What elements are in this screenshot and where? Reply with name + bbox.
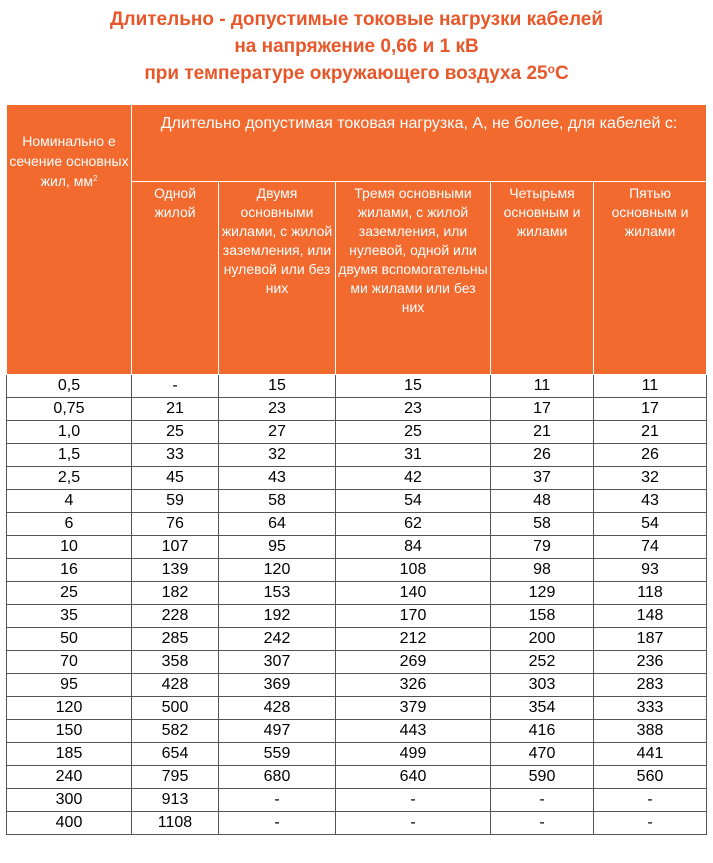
table-cell: 153 [219, 582, 336, 605]
table-cell: 23 [219, 398, 336, 421]
table-cell: 240 [7, 766, 132, 789]
table-row [7, 743, 707, 766]
table-row [7, 812, 707, 835]
header-group-label: Длительно допустимая токовая нагрузка, А, не более, для кабелей с: [132, 105, 707, 182]
table-row [7, 766, 707, 789]
table-cell: 379 [336, 697, 491, 720]
table-cell: 303 [491, 674, 594, 697]
table-cell: 10 [7, 536, 132, 559]
table-cell: 441 [594, 743, 707, 766]
table-cell: 185 [7, 743, 132, 766]
table-cell: 15 [219, 375, 336, 398]
table-cell: 252 [491, 651, 594, 674]
table-cell: 369 [219, 674, 336, 697]
header-nominal-section: Номинально е сечение основных жил, $мм^2$ [7, 105, 132, 375]
table-cell: 236 [594, 651, 707, 674]
table-cell: 64 [219, 513, 336, 536]
table-cell: 17 [594, 398, 707, 421]
table-cell: 74 [594, 536, 707, 559]
table-cell: 25 [336, 421, 491, 444]
table-row [7, 398, 707, 421]
table-cell: 654 [132, 743, 219, 766]
table-cell: 70 [7, 651, 132, 674]
table-cell: 54 [594, 513, 707, 536]
table-row [7, 467, 707, 490]
table-cell: 499 [336, 743, 491, 766]
table-cell: 25 [7, 582, 132, 605]
header-col-2: Двумя основными жилами, с жилой заземления, или нулевой или без них [219, 182, 336, 375]
table-cell: 307 [219, 651, 336, 674]
table-row [7, 536, 707, 559]
table-cell: 228 [132, 605, 219, 628]
table-cell: 358 [132, 651, 219, 674]
table-cell: 59 [132, 490, 219, 513]
table-cell: 354 [491, 697, 594, 720]
table-cell: 242 [219, 628, 336, 651]
table-cell: 470 [491, 743, 594, 766]
table-cell: 560 [594, 766, 707, 789]
table-cell: 559 [219, 743, 336, 766]
table-cell: 4 [7, 490, 132, 513]
table-row [7, 421, 707, 444]
table-cell: 416 [491, 720, 594, 743]
table-cell: 98 [491, 559, 594, 582]
table-row [7, 720, 707, 743]
table-cell: 11 [594, 375, 707, 398]
table-row [7, 559, 707, 582]
table-cell: 913 [132, 789, 219, 812]
table-row [7, 674, 707, 697]
table-cell: 192 [219, 605, 336, 628]
table-cell: 95 [219, 536, 336, 559]
table-row [7, 605, 707, 628]
current-load-table [6, 104, 707, 835]
table-cell: 42 [336, 467, 491, 490]
table-cell: 25 [132, 421, 219, 444]
table-cell: 21 [594, 421, 707, 444]
table-cell: 76 [132, 513, 219, 536]
table-cell: 62 [336, 513, 491, 536]
title-line-1: Длительно - допустимые токовые нагрузки кабелей [109, 9, 604, 30]
table-cell: 1,0 [7, 421, 132, 444]
table-cell: 158 [491, 605, 594, 628]
table-cell: 200 [491, 628, 594, 651]
table-cell: 1108 [132, 812, 219, 835]
table-cell: 300 [7, 789, 132, 812]
table-row [7, 444, 707, 467]
table-cell: 150 [7, 720, 132, 743]
table-cell: 182 [132, 582, 219, 605]
table-cell: 31 [336, 444, 491, 467]
table-cell: 26 [491, 444, 594, 467]
header-col-4: Четырьмя основным и жилами [491, 182, 594, 375]
table-cell: 32 [219, 444, 336, 467]
header-col-3: Тремя основными жилами, с жилой заземления, или нулевой, одной или двумя вспомогательны ми жилами или без них [336, 182, 491, 375]
table-cell: 333 [594, 697, 707, 720]
table-cell: 120 [219, 559, 336, 582]
title-line-2: на напряжение 0,66 и 1 кВ [234, 36, 479, 57]
table-cell: 2,5 [7, 467, 132, 490]
table-cell: 187 [594, 628, 707, 651]
table-row [7, 789, 707, 812]
table-cell: 43 [219, 467, 336, 490]
table-cell: 139 [132, 559, 219, 582]
table-cell: 37 [491, 467, 594, 490]
table-cell: 212 [336, 628, 491, 651]
table-cell: 120 [7, 697, 132, 720]
table-cell: 93 [594, 559, 707, 582]
table-cell: 54 [336, 490, 491, 513]
table-cell: 45 [132, 467, 219, 490]
table-cell: 79 [491, 536, 594, 559]
table-cell: 0,75 [7, 398, 132, 421]
table-cell: 17 [491, 398, 594, 421]
table-cell: 148 [594, 605, 707, 628]
table-row [7, 490, 707, 513]
table-cell: 26 [594, 444, 707, 467]
table-cell: 43 [594, 490, 707, 513]
table-cell: 95 [7, 674, 132, 697]
table-cell: - [132, 375, 219, 398]
table-cell: 21 [132, 398, 219, 421]
table-cell: 107 [132, 536, 219, 559]
table-cell: 400 [7, 812, 132, 835]
title-line-3: при температуре окружающего воздуха $25^оС$ [144, 62, 569, 84]
table-cell: - [491, 812, 594, 835]
table-cell: 118 [594, 582, 707, 605]
table-cell: 428 [132, 674, 219, 697]
table-cell: 58 [491, 513, 594, 536]
header-col-1: Одной жилой [132, 182, 219, 375]
table-cell: 27 [219, 421, 336, 444]
table-cell: - [336, 789, 491, 812]
table-cell: 21 [491, 421, 594, 444]
table-row [7, 697, 707, 720]
table-cell: 58 [219, 490, 336, 513]
table-cell: 285 [132, 628, 219, 651]
table-cell: 0,5 [7, 375, 132, 398]
table-cell: 48 [491, 490, 594, 513]
table-cell: - [594, 789, 707, 812]
table-row [7, 582, 707, 605]
table-row [7, 513, 707, 536]
table-cell: 497 [219, 720, 336, 743]
table-cell: 23 [336, 398, 491, 421]
table-cell: 443 [336, 720, 491, 743]
table-cell: 795 [132, 766, 219, 789]
table-cell: 500 [132, 697, 219, 720]
table-cell: 640 [336, 766, 491, 789]
table-row [7, 375, 707, 398]
table-cell: 680 [219, 766, 336, 789]
table-cell: 6 [7, 513, 132, 536]
table-cell: 32 [594, 467, 707, 490]
table-cell: 170 [336, 605, 491, 628]
table-cell: 35 [7, 605, 132, 628]
table-row [7, 628, 707, 651]
table-cell: 15 [336, 375, 491, 398]
table-cell: - [594, 812, 707, 835]
table-cell: 590 [491, 766, 594, 789]
table-cell: 582 [132, 720, 219, 743]
table-cell: 129 [491, 582, 594, 605]
table-cell: 388 [594, 720, 707, 743]
table-cell: 33 [132, 444, 219, 467]
table-cell: 326 [336, 674, 491, 697]
table-cell: 428 [219, 697, 336, 720]
table-cell: 140 [336, 582, 491, 605]
table-cell: - [336, 812, 491, 835]
header-col-5: Пятью основным и жилами [594, 182, 707, 375]
page-title [0, 6, 713, 87]
table-row [7, 651, 707, 674]
table-cell: 84 [336, 536, 491, 559]
table-cell: - [219, 789, 336, 812]
table-cell: 11 [491, 375, 594, 398]
table-cell: - [491, 789, 594, 812]
table-cell: - [219, 812, 336, 835]
table-cell: 16 [7, 559, 132, 582]
table-cell: 269 [336, 651, 491, 674]
table-body [7, 375, 707, 835]
table-cell: 50 [7, 628, 132, 651]
table-cell: 108 [336, 559, 491, 582]
table-cell: 283 [594, 674, 707, 697]
table-cell: 1,5 [7, 444, 132, 467]
